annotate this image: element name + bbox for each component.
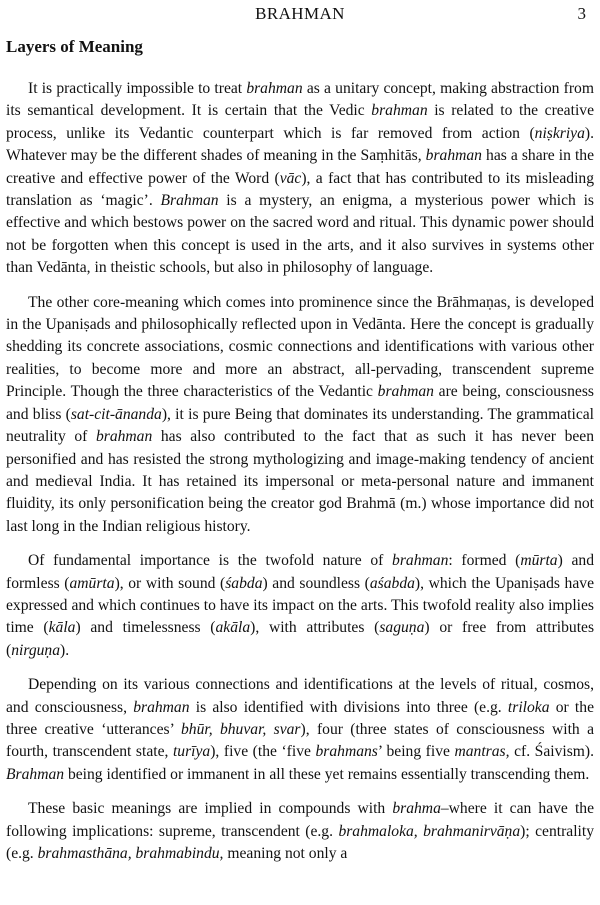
italic-term: śabda — [225, 574, 263, 592]
text-run: ), which the Upaniṣads have expressed and which continues to have its impact on the arts. This twofold reality also implies time ( — [6, 574, 594, 637]
italic-term: brahmans — [315, 743, 378, 761]
italic-term: Brahman — [160, 192, 219, 210]
italic-term: aśabda — [369, 574, 415, 592]
text-run: ), or with sound ( — [114, 574, 226, 592]
italic-term: brahmaloka, brahmanirvāṇa — [338, 822, 521, 840]
text-run: These basic meanings are implied in compounds with — [28, 800, 393, 818]
body-paragraph — [6, 798, 594, 865]
italic-term: brahman — [246, 80, 303, 97]
text-run: ), four (three states of consciousness with a fourth, transcendent state, — [6, 720, 594, 761]
text-run: Of fundamental importance is the twofold nature of — [28, 552, 393, 570]
text-run: ). Whatever may be the different shades of meaning in the Saṃhitās, — [6, 124, 594, 165]
italic-term: amūrta — [69, 574, 115, 592]
text-run: ) and formless ( — [6, 552, 594, 592]
italic-term: brahman — [425, 147, 482, 165]
text-run: has also contributed to the fact that as such it has never been personified and has resisted the strong mythologizing and image-making tendency of ancient and medieval India. It has retained its impersonal or meta-personal nature and immanent fluidity, its only personification being the creator god Brahmā (m.) whose importance did not last long in the Indian religious history. — [6, 428, 595, 535]
italic-term: brahmasthāna, brahmabindu, — [37, 845, 224, 862]
body-paragraph — [6, 292, 594, 538]
page-number: 3 — [577, 4, 586, 23]
italic-term: sat-cit-ānanda — [70, 405, 162, 423]
italic-term: niṣkriya — [534, 124, 585, 142]
italic-term: vāc — [279, 169, 302, 187]
running-head — [6, 2, 594, 26]
text-run: ), it is pure Being that dominates its understanding. The grammatical neutrality of — [6, 405, 594, 446]
text-run: ), a fact that has contributed to its misleading translation as ‘magic’. — [6, 169, 594, 210]
italic-term: brahman — [377, 383, 434, 401]
italic-term: triloka — [507, 698, 550, 716]
text-run: It is practically impossible to treat — [28, 80, 247, 97]
section-heading: Layers of Meaning — [6, 37, 143, 56]
text-run: –where it can have the following implications: supreme, transcendent (e.g. — [6, 800, 594, 840]
body-text — [6, 78, 594, 865]
text-run: ). — [60, 641, 70, 659]
italic-term: nirguṇa — [11, 641, 61, 659]
text-run: ’ being five — [377, 743, 455, 761]
italic-term: brahman — [371, 102, 428, 120]
text-run: ), with attributes ( — [250, 619, 380, 637]
italic-term: bhūr, bhuvar, svar — [180, 720, 301, 738]
italic-term: saguṇa — [379, 619, 425, 637]
italic-term: kāla — [48, 619, 76, 637]
italic-term: akāla — [215, 619, 251, 637]
text-run: The other core-meaning which comes into prominence since the Brāhmaṇas, is developed in the Upaniṣads and philosophically reflected upon in Vedānta. Here the concept is gradually shedding its concrete associations, cosmic connections and identifications with various other realities, to become more and more an abstract, all-pervading, transcendent supreme Principle. Though the three characteristics of the Vedantic — [6, 293, 594, 401]
text-run: being identified or immanent in all these yet remains essentially transcending them. — [64, 765, 590, 783]
text-run: meaning not only a — [223, 845, 348, 862]
text-run: is related to the creative process, unlike its Vedantic counterpart which is far removed from action ( — [6, 102, 594, 142]
text-run: are being, consciousness and bliss ( — [6, 383, 594, 423]
body-paragraph — [6, 550, 594, 662]
text-run: as a unitary concept, making abstraction from its semantical development. It is certain that the Vedic — [6, 80, 594, 120]
text-run: ) or free from attributes ( — [6, 619, 595, 659]
body-paragraph — [6, 78, 594, 280]
text-run: is a mystery, an enigma, a mysterious power which is effective and which bestows power on the sacred word and ritual. This dynamic power should not be forgotten when this concept is used in the arts, and it also survives in systems other than Vedānta, in theistic schools, but also in philosophy of language. — [6, 192, 594, 277]
italic-term: Brahman — [6, 765, 65, 783]
text-run: cf. Śaivism). — [509, 743, 594, 761]
italic-term: brahman — [392, 552, 449, 570]
text-run: ) and soundless ( — [262, 574, 370, 592]
italic-term: brahman — [95, 428, 153, 446]
italic-term: brahma — [392, 800, 441, 818]
running-title: BRAHMAN — [255, 4, 345, 23]
italic-term: mantras, — [454, 743, 510, 761]
italic-term: mūrta — [520, 552, 558, 570]
text-run: ); centrality (e.g. — [6, 822, 594, 862]
text-run: or the three creative ‘utterances’ — [6, 698, 594, 738]
text-run: ) and timelessness ( — [75, 619, 216, 637]
italic-term: brahman — [133, 698, 190, 716]
text-run: is also identified with divisions into three (e.g. — [189, 698, 508, 716]
italic-term: turīya — [172, 743, 211, 761]
text-run: has a share in the creative and effective power of the Word ( — [6, 147, 595, 187]
text-run: ), five (the ‘five — [210, 743, 316, 761]
text-run: Depending on its various connections and identifications at the levels of ritual, cosmos, and consciousness, — [6, 676, 594, 716]
body-paragraph — [6, 674, 594, 786]
text-run: : formed ( — [448, 552, 521, 570]
